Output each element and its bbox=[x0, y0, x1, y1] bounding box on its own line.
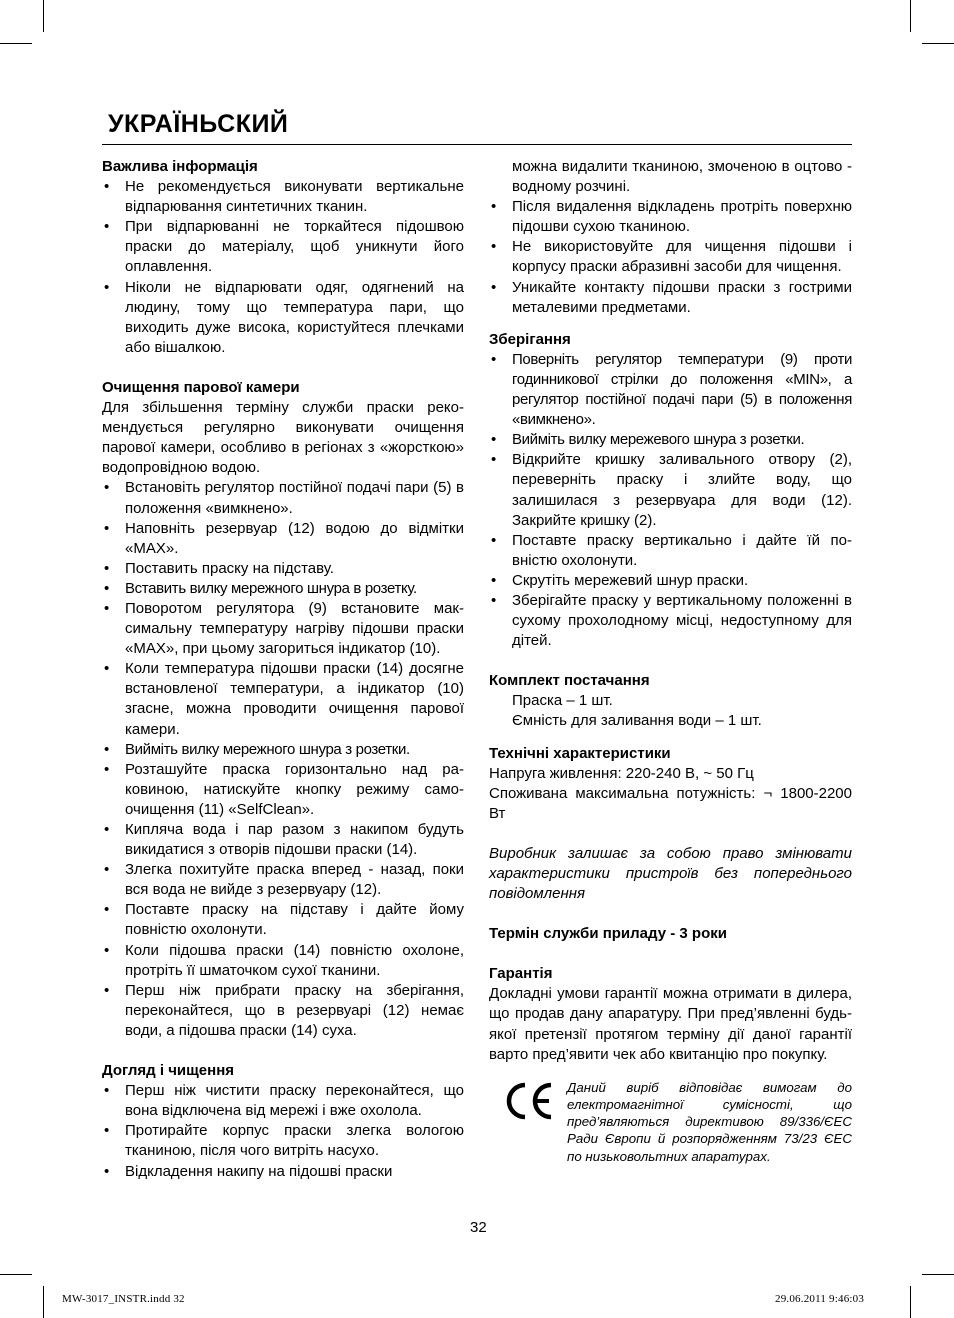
list-item: • Кипляча вода і пар разом з накипом будуть викидатися з отворів підошви праски (14). bbox=[102, 820, 464, 860]
list-item: • Злегка похитуйте праска вперед - назад, поки вся вода не вийде з резервуару (12). bbox=[102, 860, 464, 900]
cleaning-list bbox=[102, 478, 464, 1041]
list-item: • Протирайте корпус праски злегка вологою тканиною, після чого витріть насухо. bbox=[102, 1121, 464, 1161]
page-number: 32 bbox=[470, 1219, 487, 1236]
list-item: • Перш ніж чистити праску переконайтеся, що вона відключена від мережі і вже охолола. bbox=[102, 1081, 464, 1121]
service-life: Термін служби приладу - 3 роки bbox=[489, 925, 727, 943]
care-list bbox=[102, 1081, 464, 1181]
manufacturer-note: Виробник залишає за собою право змінювати характеристики пристроїв без попереднього повідомлення bbox=[489, 844, 852, 903]
list-item: • Ніколи не відпарювати одяг, одягнений на людину, тому що температура пари, що виходить дуже висока, користуйтеся плечками або вішалкою. bbox=[102, 278, 464, 358]
list-item: • Встановіть регулятор постійної подачі пари (5) в положення «вимкнено». bbox=[102, 478, 464, 518]
list-item: • Поставте праску на підставу і дайте йому повністю охолонути. bbox=[102, 900, 464, 940]
crop-mark bbox=[0, 1274, 32, 1275]
section-heading-package: Комплект постачання bbox=[489, 672, 650, 690]
list-item: • Поворотом регулятора (9) встановите максимальну температуру нагріву підошви праски «MAX», при цьому загориться індикатор (10). bbox=[102, 599, 464, 659]
list-item: • Не рекомендується виконувати вертикальне відпарювання синтетичних тканин. bbox=[102, 177, 464, 217]
section-heading-warranty: Гарантія bbox=[489, 965, 553, 983]
ce-notice-text: Даний виріб відповідає вимогам до електромагнітної сумісності, що пред’являються директивою 89/336/ЄЕС Ради Європи й розпорядженням 73/23 ЄЕС по низьковольтних апаратурах. bbox=[567, 1079, 852, 1164]
list-item: • Вставить вилку мережного шнура в розетку. bbox=[102, 579, 464, 599]
left-column bbox=[102, 157, 464, 1182]
section-heading-important: Важлива інформація bbox=[102, 158, 258, 175]
package-line: Ємність для заливання води – 1 шт. bbox=[512, 712, 762, 730]
care-continuation: можна видалити тканиною, змоченою в оцтово - водному розчині. bbox=[512, 158, 852, 196]
list-item: • Уникайте контакту підошви праски з гострими металевими предметами. bbox=[489, 278, 852, 318]
page-title: УКРАЇНЬСКИЙ bbox=[108, 110, 289, 138]
crop-mark bbox=[922, 1274, 954, 1275]
storage-list bbox=[489, 350, 852, 651]
list-item: • Зберігайте праску у вертикальному положенні в сухому прохолодному місці, недоступному для дітей. bbox=[489, 591, 852, 651]
package-line: Праска – 1 шт. bbox=[512, 692, 613, 710]
list-item: • Скрутіть мережевий шнур праски. bbox=[489, 571, 852, 591]
care-list-continued bbox=[489, 197, 852, 318]
spec-voltage: Напруга живлення: 220-240 В, ~ 50 Гц bbox=[489, 764, 754, 782]
list-item: • Поверніть регулятор температури (9) проти годинникової стрілки до положення «MIN», а регулятор постійної подачі пари (5) в положення «вимкнено». bbox=[489, 350, 852, 430]
list-item: • Після видалення відкладень протріть поверхню підошви сухою тканиною. bbox=[489, 197, 852, 237]
footer-file-info: MW-3017_INSTR.indd 32 bbox=[62, 1293, 185, 1305]
list-item: • Коли підошва праски (14) повністю охолоне, протріть її шматочком сухої тканини. bbox=[102, 941, 464, 981]
right-column bbox=[489, 157, 852, 1165]
list-item: • Вийміть вилку мережевого шнура з розетки. bbox=[489, 430, 852, 450]
crop-mark bbox=[910, 0, 911, 32]
cleaning-intro: Для збільшення терміну служби праски рекомендується регулярно виконувати очищення парової камери, особливо в регіонах з «жорсткою» водопровідною водою. bbox=[102, 399, 464, 477]
list-item: • При відпарюванні не торкайтеся підошвою праски до матеріалу, щоб уникнути його оплавлення. bbox=[102, 217, 464, 277]
ce-mark-icon bbox=[503, 1081, 555, 1121]
crop-mark bbox=[910, 1286, 911, 1318]
section-heading-care: Догляд і чищення bbox=[102, 1062, 235, 1080]
title-divider bbox=[102, 144, 852, 145]
important-list bbox=[102, 177, 464, 358]
list-item: • Відкладення накипу на підошві праски bbox=[102, 1162, 464, 1182]
list-item: • Вийміть вилку мережного шнура з розетки. bbox=[102, 740, 464, 760]
list-item: • Коли температура підошви праски (14) досягне встановленої температури, а індикатор (10) згасне, можна проводити очищення парової камери. bbox=[102, 659, 464, 739]
list-item: • Не використовуйте для чищення підошви і корпусу праски абразивні засоби для чищення. bbox=[489, 237, 852, 277]
section-heading-storage: Зберігання bbox=[489, 330, 571, 348]
crop-mark bbox=[43, 0, 44, 32]
section-heading-specs: Технічні характеристики bbox=[489, 744, 671, 762]
section-heading-cleaning: Очищення парової камери bbox=[102, 378, 300, 396]
list-item: • Поставте праску вертикально і дайте їй повністю охолонути. bbox=[489, 531, 852, 571]
crop-mark bbox=[922, 43, 954, 44]
list-item: • Поставить праску на підставу. bbox=[102, 559, 464, 579]
list-item: • Наповніть резервуар (12) водою до відмітки «MAX». bbox=[102, 519, 464, 559]
spec-power: Споживана максимальна потужність: ¬ 1800-2200 Вт bbox=[489, 784, 852, 822]
crop-mark bbox=[43, 1286, 44, 1318]
ce-notice-block bbox=[489, 1079, 852, 1165]
crop-mark bbox=[0, 43, 32, 44]
footer-timestamp: 29.06.2011 9:46:03 bbox=[775, 1293, 865, 1305]
list-item: • Перш ніж прибрати праску на зберігання, переконайтеся, що в резервуарі (12) немає води, а підошва праски (14) суха. bbox=[102, 981, 464, 1041]
warranty-text: Докладні умови гарантії можна отримати в дилера, що продав дану апаратуру. При пред’явленні будь-якої претензії протягом терміну дії даної гарантії варто пред’явити чек або квитанцію про покупку. bbox=[489, 985, 852, 1063]
list-item: • Відкрийте кришку заливального отвору (2), переверніть праску і злийте воду, що залишилася з резервуара для води (12). Закрийте кришку (2). bbox=[489, 450, 852, 530]
list-item: • Розташуйте праска горизонтально над раковиною, натискуйте кнопку режиму самоочищення (11) «SelfClean». bbox=[102, 760, 464, 820]
